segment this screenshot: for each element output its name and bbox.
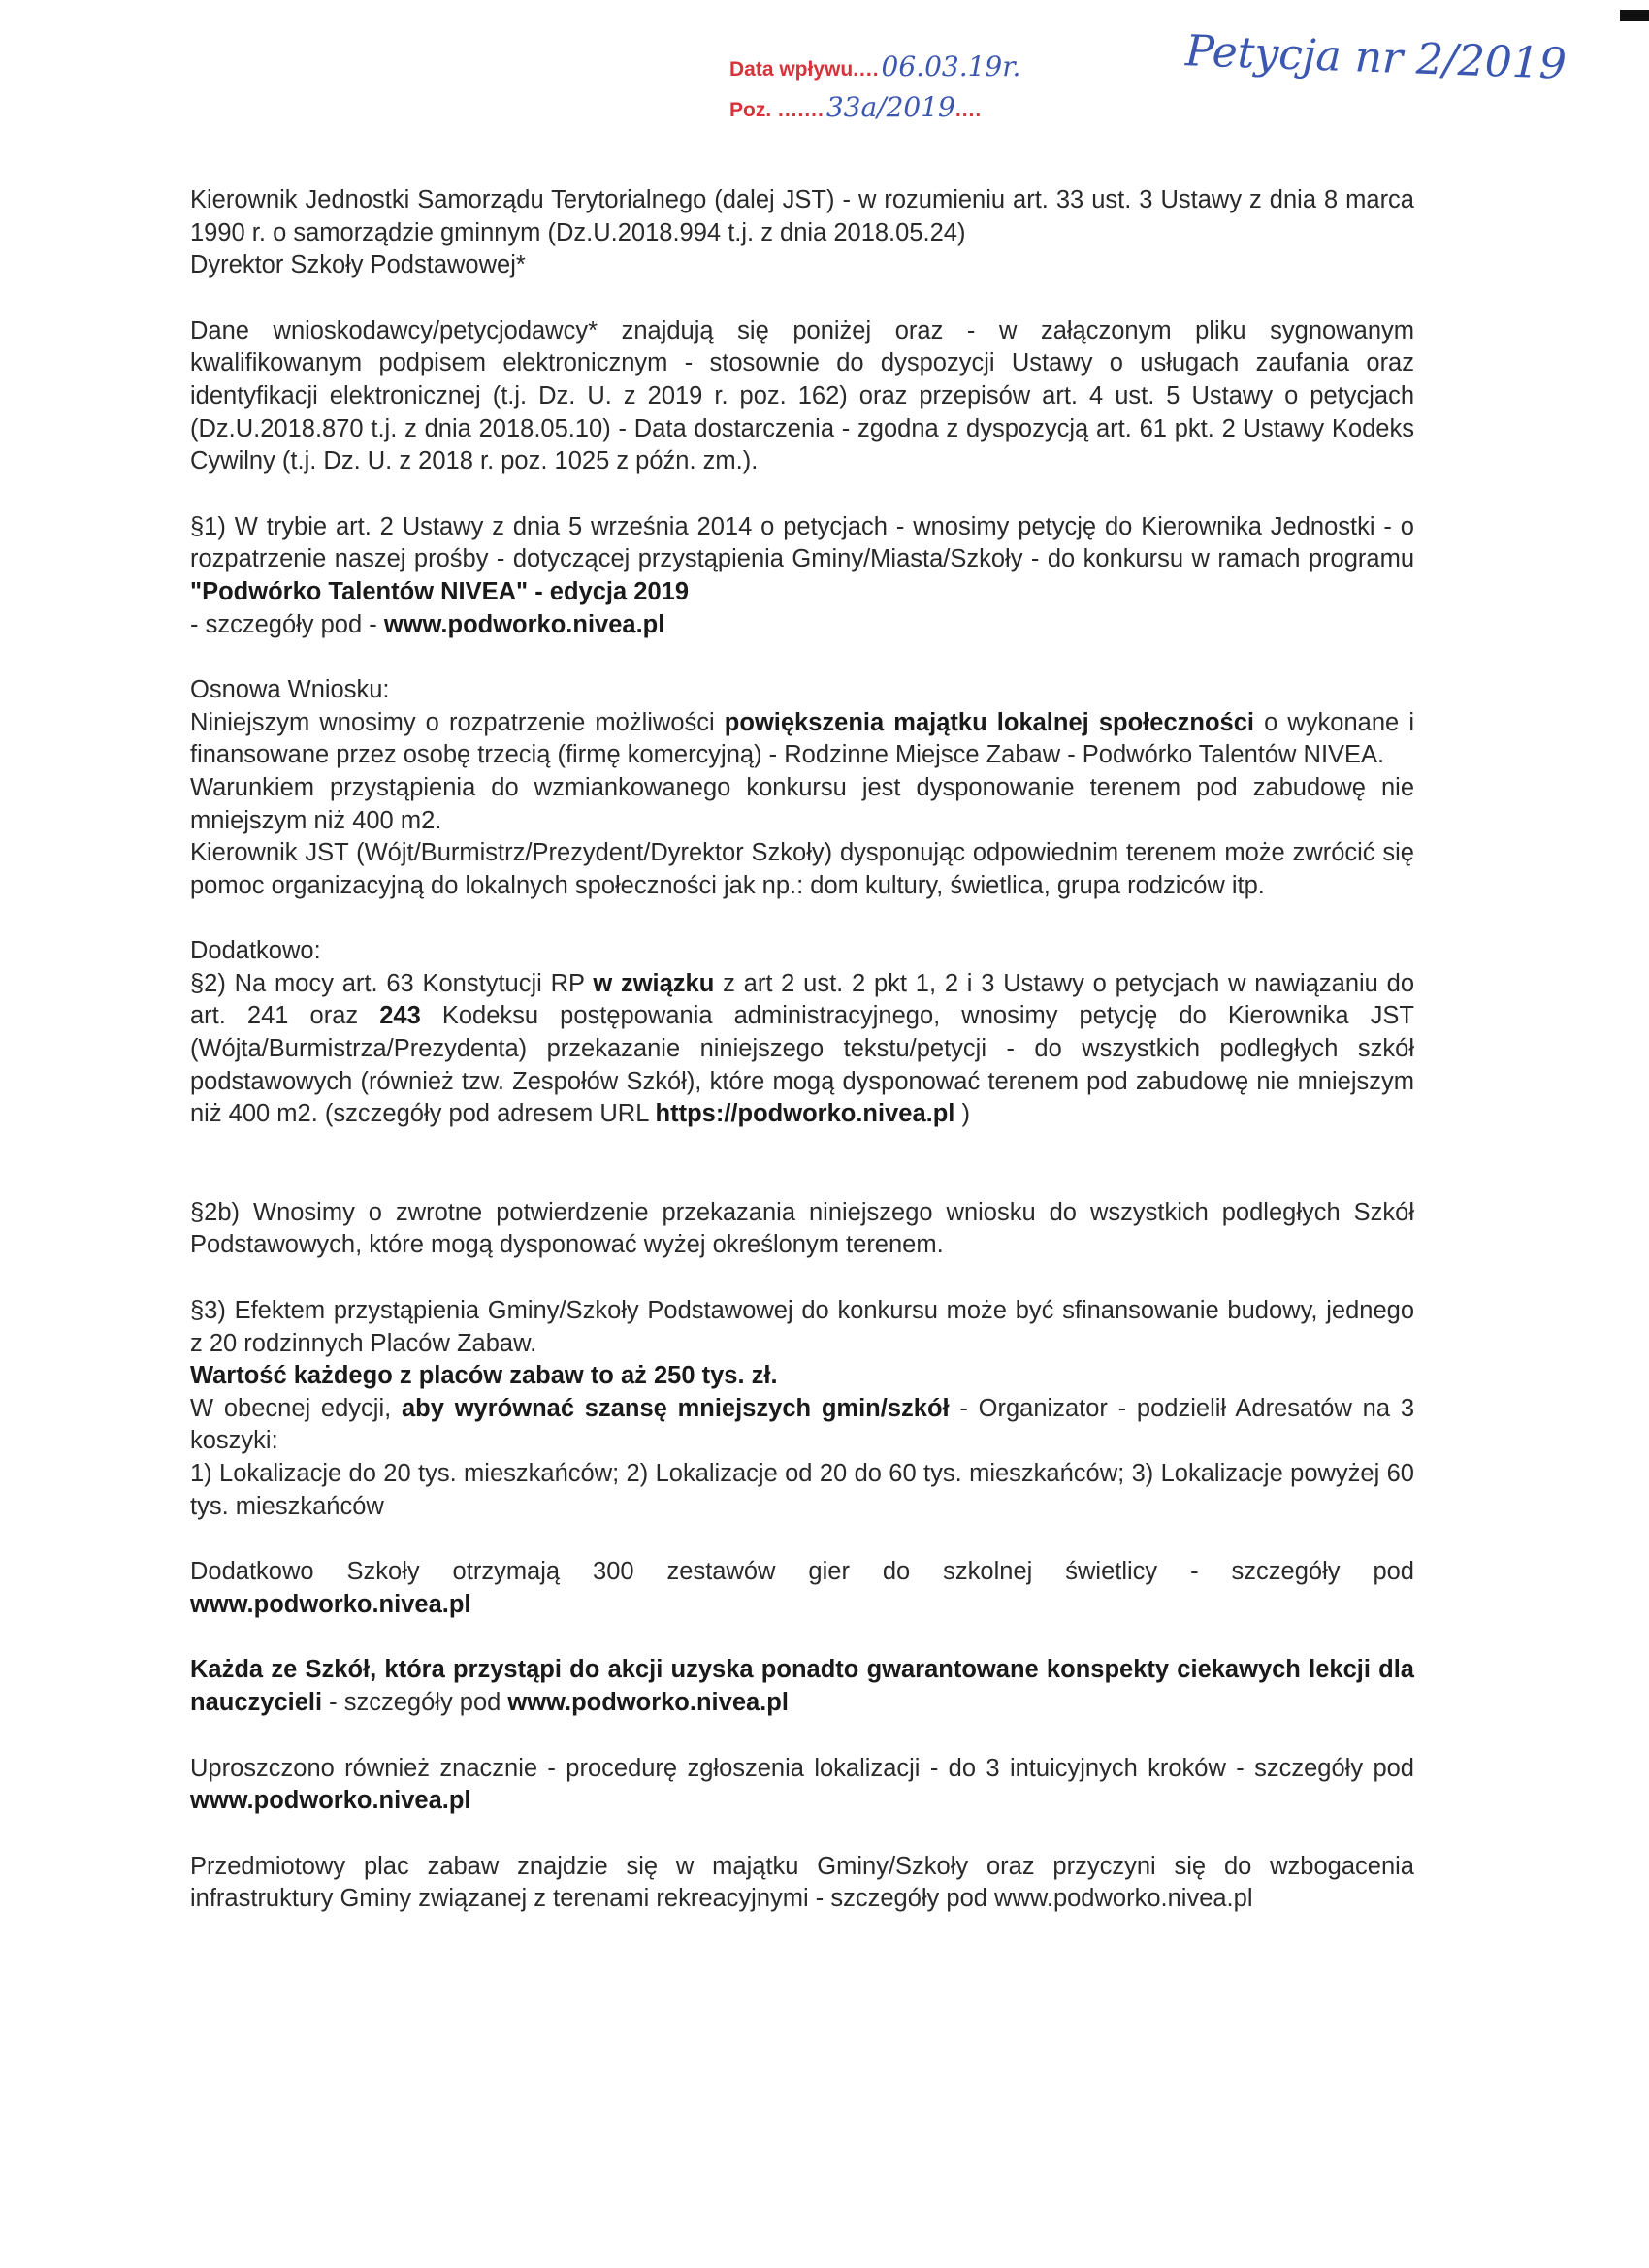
document-body bbox=[190, 184, 1414, 1916]
basis-p1-text-end: o wykonane i finansowane przez osobę trzecią (firmę komercyjną) - Rodzinne Miejsce Zabaw - Podwórko Talentów NIVEA. bbox=[190, 708, 1414, 769]
scan-edge-mark bbox=[1620, 10, 1649, 21]
edition-text-b: - Organizator - podzielił Adresatów na 3 koszyki: bbox=[190, 1394, 1414, 1455]
games-text: Dodatkowo Szkoły otrzymają 300 zestawów gier do szkolnej świetlicy - szczegóły pod bbox=[190, 1558, 1414, 1586]
received-stamp bbox=[729, 41, 1079, 138]
simplified-url-link[interactable]: www.podworko.nivea.pl bbox=[190, 1787, 471, 1815]
section-2-text-a: §2) Na mocy art. 63 Konstytucji RP bbox=[190, 969, 594, 997]
program-url-link[interactable]: www.podworko.nivea.pl bbox=[383, 610, 665, 638]
intro-paragraph: Dane wnioskodawcy/petycjodawcy* znajdują się poniżej oraz - w załączonym pliku sygnowanym kwalifikowanym podpisem elektronicznym - stosownie do dyspozycji Ustawy o usługach zaufania oraz identyfikacji elektronicznej (t.j. Dz. U. z 2019 r. poz. 162) oraz przepisów art. 4 ust. 5 Ustawy o petycjach (Dz.U.2018.870 t.j. z dnia 2018.05.10) - Data dostarczenia - zgodna z dyspozycją art. 61 pkt. 2 Ustawy Kodeks Cywilny (t.j. Dz. U. z 2018 r. poz. 1025 z późn. zm.). bbox=[190, 316, 1414, 475]
additional-heading: Dodatkowo: bbox=[190, 937, 321, 965]
section-2-paragraph bbox=[190, 968, 1414, 1131]
stamp-position-line: Poz. .......33a/2019.... bbox=[729, 91, 983, 123]
basis-p1-text: Niniejszym wnosimy o rozpatrzenie możliwości bbox=[190, 708, 725, 736]
stamp-received-line: Data wpływu....06.03.19r. bbox=[729, 50, 1021, 82]
section-2b-paragraph: §2b) Wnosimy o zwrotne potwierdzenie przekazania niniejszego wniosku do wszystkich podległych Szkół Podstawowych, które mogą dysponować wyżej określonym terenem. bbox=[190, 1198, 1414, 1259]
edition-text-a: W obecnej edycji, bbox=[190, 1394, 402, 1422]
section-2-url-link[interactable]: https://podworko.nivea.pl bbox=[655, 1100, 955, 1128]
section-3-baskets: 1) Lokalizacje do 20 tys. mieszkańców; 2) Lokalizacje od 20 do 60 tys. mieszkańców; 3) Lokalizacje powyżej 60 tys. mieszkańców bbox=[190, 1460, 1414, 1520]
addressee-school: Dyrektor Szkoły Podstawowej* bbox=[190, 251, 526, 279]
section-3-paragraph: §3) Efektem przystąpienia Gminy/Szkoły Podstawowej do konkursu może być sfinansowanie budowy, jednego z 20 rodzinnych Placów Zabaw. bbox=[190, 1297, 1414, 1357]
lessons-paragraph bbox=[190, 1654, 1414, 1719]
section-1-text: §1) W trybie art. 2 Ustawy z dnia 5 września 2014 o petycjach - wnosimy petycję do Kierownika Jednostki - o rozpatrzenie naszej prośby - dotyczącej przystąpienia Gminy/Miasta/Szkoły - do konkursu w ramach programu bbox=[190, 512, 1414, 573]
stamp-received-label: Data wpływu bbox=[729, 58, 854, 81]
handwritten-petition-number: Petycja nr 2/2019 bbox=[1184, 26, 1568, 89]
section-1-paragraph bbox=[190, 511, 1414, 641]
stamp-received-value: 06.03.19r. bbox=[881, 50, 1021, 82]
playground-value-bold: Wartość każdego z placów zabaw to aż 250 tys. zł. bbox=[190, 1362, 778, 1390]
section-3-edition bbox=[190, 1393, 1414, 1458]
lessons-bold: Każda ze Szkół, która przystąpi do akcji uzyska ponadto gwarantowane konspekty ciekawych lekcji dla nauczycieli bbox=[190, 1656, 1414, 1716]
basis-paragraph-2: Warunkiem przystąpienia do wzmiankowanego konkursu jest dysponowanie terenem pod zabudowę nie mniejszym niż 400 m2. bbox=[190, 773, 1414, 834]
simplified-text: Uproszczono również znacznie - procedurę zgłoszenia lokalizacji - do 3 intuicyjnych kroków - szczegóły pod bbox=[190, 1754, 1414, 1782]
games-url-link[interactable]: www.podworko.nivea.pl bbox=[190, 1590, 471, 1618]
section-2-text-d: ) bbox=[954, 1100, 970, 1128]
addressee-jst: Kierownik Jednostki Samorządu Terytorialnego (dalej JST) - w rozumieniu art. 33 ust. 3 Ustawy z dnia 8 marca 1990 r. o samorządzie gminnym (Dz.U.2018.994 t.j. z dnia 2018.05.24) bbox=[190, 186, 1414, 246]
basis-paragraph-3: Kierownik JST (Wójt/Burmistrz/Prezydent/Dyrektor Szkoły) dysponując odpowiednim terenem może zwrócić się pomoc organizacyjną do lokalnych społeczności jak np.: dom kultury, świetlica, grupa rodziców itp. bbox=[190, 839, 1414, 899]
section-2-text-b: z art 2 ust. 2 pkt 1, 2 i 3 Ustawy o petycjach w nawiązaniu do art. 241 oraz bbox=[190, 969, 1415, 1030]
simplified-paragraph bbox=[190, 1753, 1414, 1818]
basis-p1-bold: powiększenia majątku lokalnej społeczności bbox=[724, 708, 1254, 736]
section-2-bold-1: w związku bbox=[593, 969, 715, 997]
section-1-details: - szczegóły pod - bbox=[190, 610, 384, 638]
section-3-value bbox=[190, 1360, 1414, 1393]
basis-heading: Osnowa Wniosku: bbox=[190, 676, 390, 704]
basis-paragraph-1 bbox=[190, 707, 1414, 772]
edition-bold: aby wyrównać szansę mniejszych gmin/szkół bbox=[402, 1394, 950, 1422]
games-paragraph bbox=[190, 1556, 1414, 1621]
stamp-position-value: 33a/2019 bbox=[825, 91, 955, 123]
stamp-position-label: Poz. bbox=[729, 99, 772, 121]
program-name: "Podwórko Talentów NIVEA" - edycja 2019 bbox=[190, 577, 690, 605]
closing-paragraph: Przedmiotowy plac zabaw znajdzie się w majątku Gminy/Szkoły oraz przyczyni się do wzbogacenia infrastruktury Gminy związanej z terenami rekreacyjnymi - szczegóły pod www.podworko.nivea.pl bbox=[190, 1852, 1414, 1913]
section-2-bold-2: 243 bbox=[379, 1002, 421, 1030]
lessons-url-link[interactable]: www.podworko.nivea.pl bbox=[507, 1688, 789, 1716]
lessons-text: - szczegóły pod bbox=[322, 1688, 508, 1716]
section-2-text-c: Kodeksu postępowania administracyjnego, wnosimy petycję do Kierownika JST (Wójta/Burmistrza/Prezydenta) przekazanie niniejszego tekstu/petycji - do wszystkich podległych szkół podstawowych (również tzw. Zespołów Szkół), które mogą dysponować terenem pod zabudowę nie mniejszym niż 400 m2. (szczegóły pod adresem URL bbox=[190, 1002, 1415, 1128]
